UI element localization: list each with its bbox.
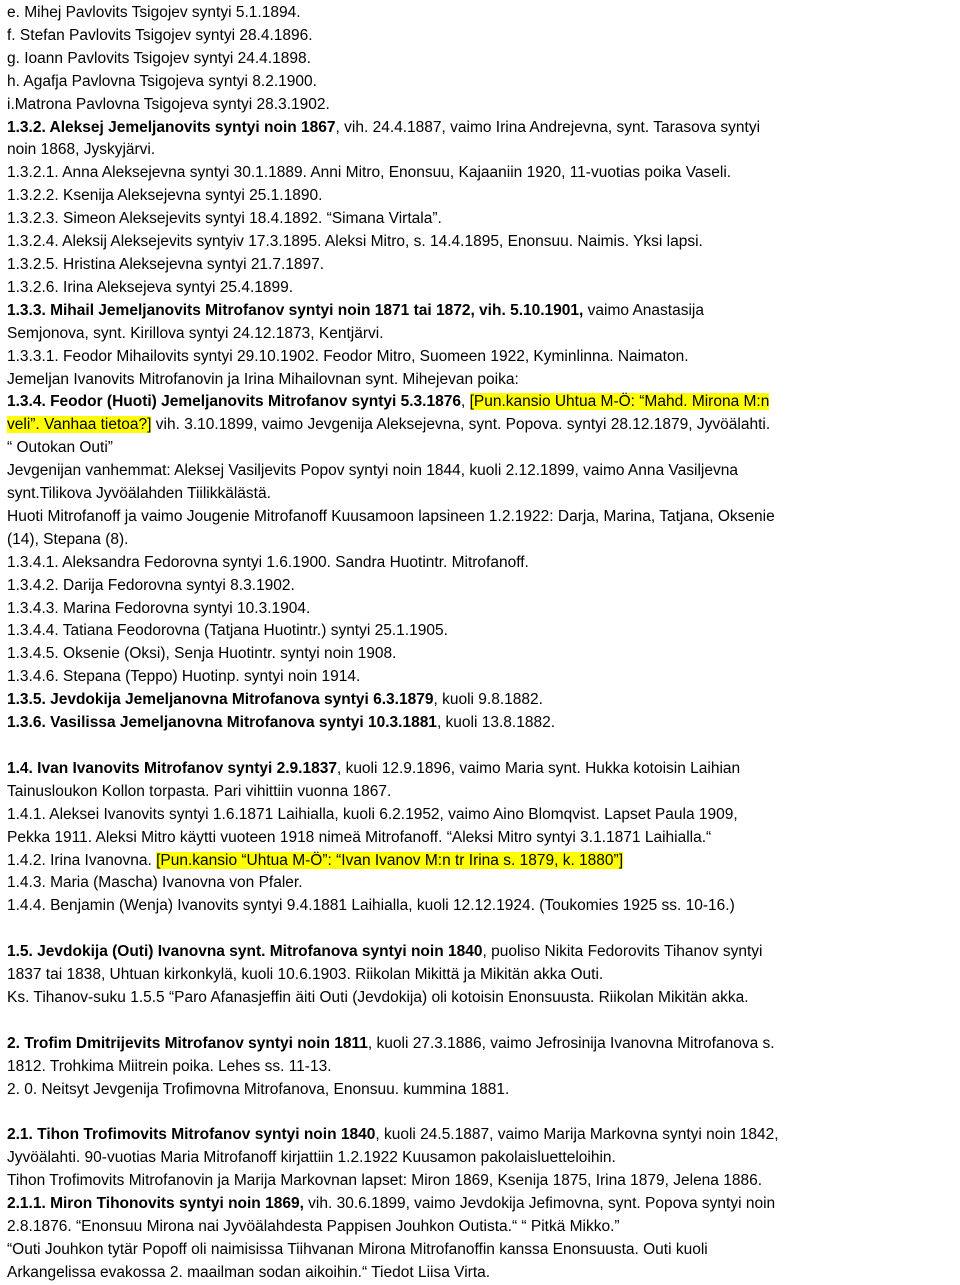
text-segment: e. Mihej Pavlovits Tsigojev syntyi 5.1.1894. (7, 4, 301, 21)
text-segment: 1.3.2.1. Anna Aleksejevna syntyi 30.1.1889. Anni Mitro, Enonsuu, Kajaaniin 1920, 11-vuotias poika Vaseli. (7, 164, 732, 182)
blank-line (7, 1101, 960, 1124)
bold-text: 1.3.2. Aleksej Jemeljanovits syntyi noin 1867 (7, 118, 336, 136)
text-line (7, 895, 960, 918)
text-line (7, 162, 960, 185)
text-line (7, 94, 960, 117)
text-line (7, 827, 960, 850)
text-segment: , puoliso Nikita Fedorovits Tihanov syntyi (482, 943, 763, 961)
text-segment: 1837 tai 1838, Uhtuan kirkonkylä, kuoli 10.6.1903. Riikolan Mikittä ja Mikitän akka Outi. (7, 966, 604, 984)
bold-text: 1.3.5. Jevdokija Jemeljanovna Mitrofanova syntyi 6.3.1879 (7, 691, 434, 709)
text-segment: i.Matrona Pavlovna Tsigojeva syntyi 28.3.1902. (7, 95, 330, 113)
text-segment: f. Stefan Pavlovits Tsigojev syntyi 28.4.1896. (7, 26, 313, 44)
text-line (7, 139, 960, 162)
bold-text: 2.1.1. Miron Tihonovits syntyi noin 1869, (7, 1195, 304, 1213)
text-line (7, 437, 960, 460)
text-line (7, 1239, 960, 1262)
text-segment: 1.4.1. Aleksei Ivanovits syntyi 1.6.1871 Laihialla, kuoli 6.2.1952, vaimo Aino Blomqvist. Lapset Paula 1909, (7, 805, 738, 823)
text-line (7, 71, 960, 94)
text-segment: 1.3.2.2. Ksenija Aleksejevna syntyi 25.1.1890. (7, 187, 323, 205)
text-line (7, 1124, 960, 1147)
text-line (7, 231, 960, 254)
highlighted-note: [Pun.kansio “Uhtua M-Ö”: “Ivan Ivanov M:n tr Irina s. 1879, k. 1880”] (156, 851, 624, 869)
blank-line (7, 918, 960, 941)
text-line (7, 323, 960, 346)
text-segment: , (460, 393, 470, 411)
text-line (7, 941, 960, 964)
text-line (7, 872, 960, 895)
text-segment: , kuoli 13.8.1882. (436, 714, 555, 732)
bold-text: 2.1. Tihon Trofimovits Mitrofanov syntyi noin 1840 (7, 1126, 376, 1144)
text-line (7, 758, 960, 781)
text-segment: , kuoli 9.8.1882. (433, 691, 543, 709)
text-line (7, 1193, 960, 1216)
text-line (7, 1033, 960, 1056)
text-line (7, 1262, 960, 1285)
text-line (7, 48, 960, 71)
text-line (7, 598, 960, 621)
text-line (7, 1170, 960, 1193)
text-line (7, 964, 960, 987)
bold-text: 1.3.4. Feodor (Huoti) Jemeljanovits Mitrofanov syntyi 5.3.1876 (7, 393, 461, 411)
bold-text: 1.4. Ivan Ivanovits Mitrofanov syntyi 2.9.1837 (7, 759, 337, 777)
text-segment: 2. 0. Neitsyt Jevgenija Trofimovna Mitrofanova, Enonsuu. kummina 1881. (7, 1080, 510, 1098)
text-segment: , kuoli 27.3.1886, vaimo Jefrosinija Ivanovna Mitrofanova s. (367, 1034, 775, 1052)
bold-text: 2. Trofim Dmitrijevits Mitrofanov syntyi noin 1811 (7, 1034, 368, 1052)
text-segment: vih. 3.10.1899, vaimo Jevgenija Aleksejevna, synt. Popova. syntyi 28.12.1879, Jyvöälahti. (151, 416, 771, 434)
highlighted-note: veli”. Vanhaa tietoa?] (7, 416, 152, 434)
text-segment: 1.3.3.1. Feodor Mihailovits syntyi 29.10.1902. Feodor Mitro, Suomeen 1922, Kyminlinna. Naimaton. (7, 347, 689, 365)
text-segment: 1.3.4.5. Oksenie (Oksi), Senja Huotintr. syntyi noin 1908. (7, 645, 397, 663)
text-segment: 1.3.4.6. Stepana (Teppo) Huotinp. syntyi noin 1914. (7, 668, 361, 686)
text-line (7, 1056, 960, 1079)
text-segment: 1.3.4.3. Marina Fedorovna syntyi 10.3.1904. (7, 599, 311, 617)
blank-line (7, 735, 960, 758)
text-segment: Ks. Tihanov-suku 1.5.5 “Paro Afanasjeffin äiti Outi (Jevdokija) oli kotoisin Enonsuusta. Riikolan Mikitän akka. (7, 988, 749, 1006)
text-line (7, 804, 960, 827)
text-line (7, 987, 960, 1010)
text-line (7, 666, 960, 689)
text-line (7, 643, 960, 666)
text-line (7, 185, 960, 208)
text-line (7, 391, 960, 414)
text-segment: , vih. 24.4.1887, vaimo Irina Andrejevna, synt. Tarasova syntyi (335, 118, 761, 136)
text-line (7, 346, 960, 369)
text-line (7, 117, 960, 140)
text-segment: 1.3.2.3. Simeon Aleksejevits syntyi 18.4.1892. “Simana Virtala”. (7, 210, 442, 228)
text-line (7, 850, 960, 873)
text-segment: Jevgenijan vanhemmat: Aleksej Vasiljevits Popov syntyi noin 1844, kuoli 2.12.1899, vaimo Anna Vasiljevna (7, 462, 738, 480)
text-segment: 1.3.4.4. Tatiana Feodorovna (Tatjana Huotintr.) syntyi 25.1.1905. (7, 622, 448, 640)
text-line (7, 1079, 960, 1102)
text-line (7, 529, 960, 552)
text-segment: “ Outokan Outi” (7, 439, 113, 457)
text-segment: 1.3.4.1. Aleksandra Fedorovna syntyi 1.6.1900. Sandra Huotintr. Mitrofanoff. (7, 553, 529, 571)
text-segment: g. Ioann Pavlovits Tsigojev syntyi 24.4.1898. (7, 49, 311, 67)
bold-text: 1.3.3. Mihail Jemeljanovits Mitrofanov syntyi noin 1871 tai 1872, vih. 5.10.1901, (7, 301, 584, 319)
highlighted-note: [Pun.kansio Uhtua M-Ö: “Mahd. Mirona M:n (469, 393, 770, 411)
text-line (7, 369, 960, 392)
text-segment: , kuoli 12.9.1896, vaimo Maria synt. Hukka kotoisin Laihian (336, 759, 741, 777)
text-line (7, 25, 960, 48)
text-line (7, 483, 960, 506)
text-segment: Jemeljan Ivanovits Mitrofanovin ja Irina Mihailovnan synt. Mihejevan poika: (7, 370, 519, 388)
text-line (7, 712, 960, 735)
text-segment: 1.4.4. Benjamin (Wenja) Ivanovits syntyi 9.4.1881 Laihialla, kuoli 12.12.1924. (Toukomies 1925 ss. 10-16.) (7, 897, 735, 915)
text-line (7, 1216, 960, 1239)
text-segment: h. Agafja Pavlovna Tsigojeva syntyi 8.2.1900. (7, 72, 317, 90)
text-segment: Pekka 1911. Aleksi Mitro käytti vuoteen 1918 nimeä Mitrofanoff. “Aleksi Mitro syntyi 3.1.1871 Laihialla.“ (7, 828, 712, 846)
text-segment: Arkangelissa evakossa 2. maailman sodan aikoihin.“ Tiedot Liisa Virta. (7, 1263, 491, 1281)
text-line (7, 414, 960, 437)
text-segment: 2.8.1876. “Enonsuu Mirona nai Jyvöälahdesta Pappisen Jouhkon Outista.“ “ Pitkä Mikko.” (7, 1217, 620, 1235)
text-line (7, 300, 960, 323)
text-segment: 1.3.4.2. Darija Fedorovna syntyi 8.3.1902. (7, 576, 295, 594)
blank-line (7, 1010, 960, 1033)
text-segment: noin 1868, Jyskyjärvi. (7, 141, 156, 159)
text-line (7, 460, 960, 483)
bold-text: 1.3.6. Vasilissa Jemeljanovna Mitrofanova syntyi 10.3.1881 (7, 714, 437, 732)
text-segment: 1.4.3. Maria (Mascha) Ivanovna von Pfaler. (7, 874, 303, 892)
text-segment: vaimo Anastasija (583, 301, 704, 319)
text-line (7, 277, 960, 300)
text-line (7, 506, 960, 529)
text-segment: vih. 30.6.1899, vaimo Jevdokija Jefimovna, synt. Popova syntyi noin (303, 1195, 776, 1213)
text-segment: , kuoli 24.5.1887, vaimo Marija Markovna syntyi noin 1842, (375, 1126, 779, 1144)
text-line (7, 1147, 960, 1170)
text-line (7, 620, 960, 643)
text-line (7, 254, 960, 277)
text-segment: 1.3.2.6. Irina Aleksejeva syntyi 25.4.1899. (7, 278, 294, 296)
text-segment: Huoti Mitrofanoff ja vaimo Jougenie Mitrofanoff Kuusamoon lapsineen 1.2.1922: Darja, Marina, Tatjana, Oksenie (7, 507, 775, 525)
text-segment: 1812. Trohkima Miitrein poika. Lehes ss. 11-13. (7, 1057, 332, 1075)
text-segment: (14), Stepana (8). (7, 530, 129, 548)
text-segment: Semjonova, synt. Kirillova syntyi 24.12.1873, Kentjärvi. (7, 324, 384, 342)
text-segment: synt.Tilikova Jyvöälahden Tiilikkälästä. (7, 485, 271, 503)
text-line (7, 2, 960, 25)
text-segment: Tainusloukon Kollon torpasta. Pari vihittiin vuonna 1867. (7, 782, 392, 800)
text-line (7, 781, 960, 804)
text-segment: 1.3.2.5. Hristina Aleksejevna syntyi 21.7.1897. (7, 255, 325, 273)
text-line (7, 575, 960, 598)
text-segment: Tihon Trofimovits Mitrofanovin ja Marija Markovnan lapset: Miron 1869, Ksenija 1875, Irina 1879, Jelena 1886. (7, 1172, 763, 1190)
text-segment: 1.4.2. Irina Ivanovna. (7, 851, 157, 869)
text-line (7, 689, 960, 712)
text-line (7, 552, 960, 575)
text-line (7, 208, 960, 231)
bold-text: 1.5. Jevdokija (Outi) Ivanovna synt. Mitrofanova syntyi noin 1840 (7, 943, 483, 961)
text-segment: “Outi Jouhkon tytär Popoff oli naimisissa Tiihvanan Mirona Mitrofanoffin kanssa Enonsuusta. Outi kuoli (7, 1240, 708, 1258)
text-segment: 1.3.2.4. Aleksij Aleksejevits syntyiv 17.3.1895. Aleksi Mitro, s. 14.4.1895, Enonsuu. Naimis. Yksi lapsi. (7, 233, 703, 251)
text-segment: Jyvöälahti. 90-vuotias Maria Mitrofanoff kirjattiin 1.2.1922 Kuusamon pakolaisluetteloihin. (7, 1149, 616, 1167)
